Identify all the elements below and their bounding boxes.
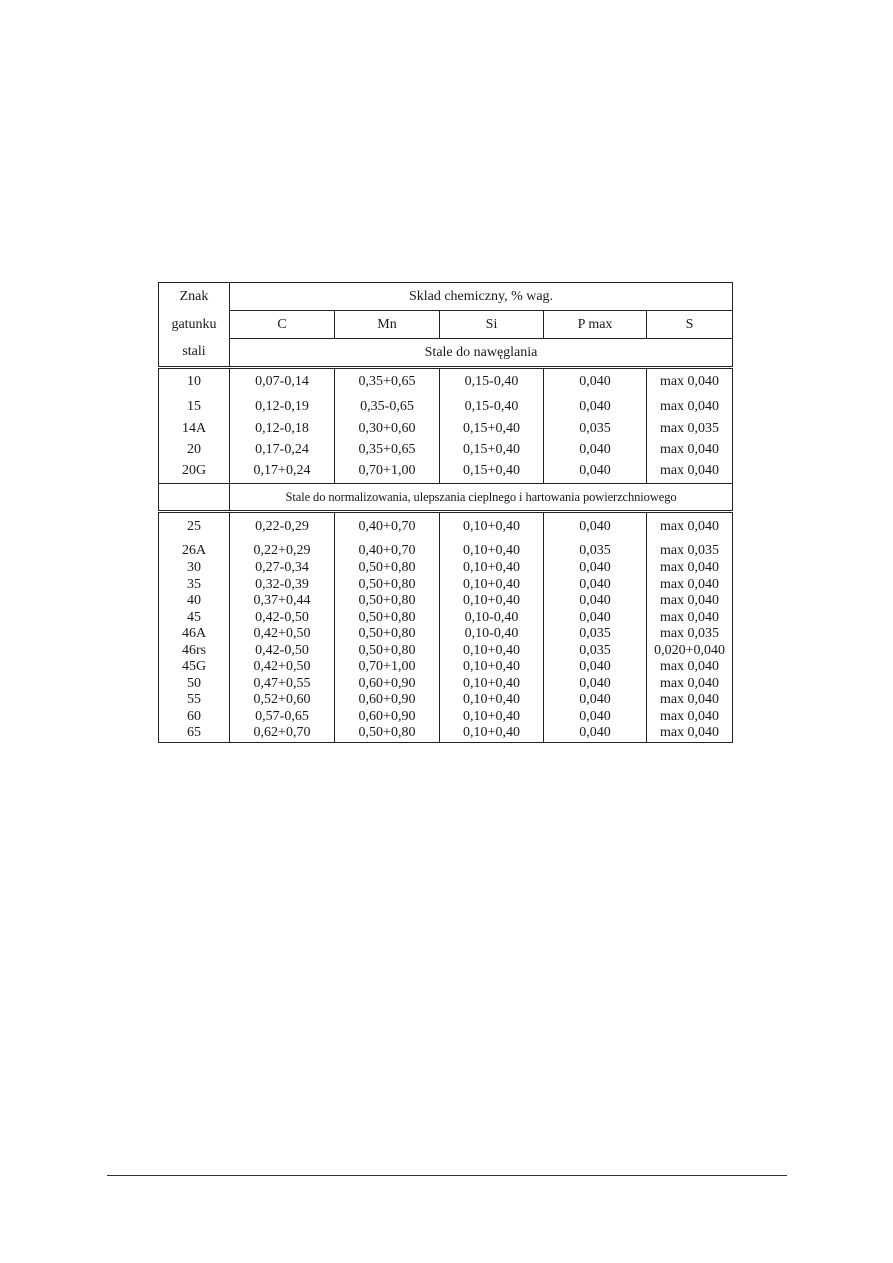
silicon-cell: 0,15-0,40 <box>440 395 544 418</box>
table-row <box>159 541 733 560</box>
manganese-cell: 0,50+0,80 <box>335 626 440 643</box>
carbon-cell: 0,62+0,70 <box>230 725 335 742</box>
steel-composition-table <box>158 282 733 743</box>
carbon-cell: 0,52+0,60 <box>230 692 335 709</box>
manganese-cell: 0,50+0,80 <box>335 725 440 742</box>
sulfur-cell: max 0,040 <box>647 692 733 709</box>
silicon-cell: 0,10+0,40 <box>440 692 544 709</box>
header-row-1 <box>159 283 733 311</box>
grade-cell: 26A <box>159 541 230 560</box>
carbon-cell: 0,17-0,24 <box>230 440 335 459</box>
section2-title-row <box>159 484 733 512</box>
section2-title: Stale do normalizowania, ulepszania cieplnego i hartowania powierzchniowego <box>230 484 733 512</box>
phosphorus-cell: 0,040 <box>544 709 647 726</box>
column-header-p: P max <box>544 311 647 339</box>
silicon-cell: 0,10+0,40 <box>440 560 544 577</box>
header-row-3 <box>159 339 733 368</box>
phosphorus-cell: 0,040 <box>544 676 647 693</box>
table-row <box>159 610 733 627</box>
silicon-cell: 0,15+0,40 <box>440 440 544 459</box>
grade-cell: 10 <box>159 368 230 396</box>
sulfur-cell: max 0,040 <box>647 560 733 577</box>
grade-header-line1: Znak <box>159 283 230 311</box>
silicon-cell: 0,10+0,40 <box>440 676 544 693</box>
grade-cell: 14A <box>159 418 230 440</box>
phosphorus-cell: 0,040 <box>544 692 647 709</box>
table-row <box>159 440 733 459</box>
manganese-cell: 0,35-0,65 <box>335 395 440 418</box>
table-row <box>159 626 733 643</box>
table-row <box>159 512 733 542</box>
grade-cell: 20G <box>159 459 230 484</box>
table-row <box>159 560 733 577</box>
table-row <box>159 395 733 418</box>
sulfur-cell: max 0,040 <box>647 512 733 542</box>
manganese-cell: 0,50+0,80 <box>335 643 440 660</box>
phosphorus-cell: 0,040 <box>544 459 647 484</box>
silicon-cell: 0,10+0,40 <box>440 541 544 560</box>
grade-cell: 55 <box>159 692 230 709</box>
silicon-cell: 0,10+0,40 <box>440 725 544 742</box>
grade-cell: 46A <box>159 626 230 643</box>
sulfur-cell: max 0,040 <box>647 676 733 693</box>
section2-title-blank <box>159 484 230 512</box>
grade-cell: 35 <box>159 577 230 594</box>
phosphorus-cell: 0,035 <box>544 626 647 643</box>
composition-header: Sklad chemiczny, % wag. <box>230 283 733 311</box>
grade-cell: 46rs <box>159 643 230 660</box>
table-row <box>159 643 733 660</box>
carbon-cell: 0,47+0,55 <box>230 676 335 693</box>
grade-cell: 45 <box>159 610 230 627</box>
manganese-cell: 0,50+0,80 <box>335 593 440 610</box>
carbon-cell: 0,22-0,29 <box>230 512 335 542</box>
carbon-cell: 0,57-0,65 <box>230 709 335 726</box>
silicon-cell: 0,10+0,40 <box>440 659 544 676</box>
phosphorus-cell: 0,040 <box>544 560 647 577</box>
carbon-cell: 0,37+0,44 <box>230 593 335 610</box>
section2-body <box>159 512 733 743</box>
table-row <box>159 692 733 709</box>
silicon-cell: 0,10-0,40 <box>440 626 544 643</box>
table-row <box>159 709 733 726</box>
column-header-si: Si <box>440 311 544 339</box>
grade-cell: 60 <box>159 709 230 726</box>
phosphorus-cell: 0,040 <box>544 577 647 594</box>
phosphorus-cell: 0,040 <box>544 659 647 676</box>
manganese-cell: 0,40+0,70 <box>335 541 440 560</box>
carbon-cell: 0,27-0,34 <box>230 560 335 577</box>
grade-cell: 25 <box>159 512 230 542</box>
phosphorus-cell: 0,040 <box>544 593 647 610</box>
column-header-c: C <box>230 311 335 339</box>
sulfur-cell: max 0,040 <box>647 368 733 396</box>
phosphorus-cell: 0,035 <box>544 418 647 440</box>
silicon-cell: 0,10+0,40 <box>440 643 544 660</box>
carbon-cell: 0,32-0,39 <box>230 577 335 594</box>
sulfur-cell: max 0,040 <box>647 659 733 676</box>
table-row <box>159 577 733 594</box>
silicon-cell: 0,15-0,40 <box>440 368 544 396</box>
sulfur-cell: 0,020+0,040 <box>647 643 733 660</box>
grade-cell: 45G <box>159 659 230 676</box>
manganese-cell: 0,50+0,80 <box>335 560 440 577</box>
silicon-cell: 0,10+0,40 <box>440 709 544 726</box>
table-row <box>159 659 733 676</box>
phosphorus-cell: 0,040 <box>544 610 647 627</box>
sulfur-cell: max 0,035 <box>647 418 733 440</box>
carbon-cell: 0,42-0,50 <box>230 643 335 660</box>
header-row-2 <box>159 311 733 339</box>
manganese-cell: 0,40+0,70 <box>335 512 440 542</box>
carbon-cell: 0,07-0,14 <box>230 368 335 396</box>
carbon-cell: 0,42-0,50 <box>230 610 335 627</box>
carbon-cell: 0,42+0,50 <box>230 659 335 676</box>
table-row <box>159 459 733 484</box>
grade-header-line2: gatunku <box>159 311 230 339</box>
carbon-cell: 0,17+0,24 <box>230 459 335 484</box>
manganese-cell: 0,35+0,65 <box>335 440 440 459</box>
manganese-cell: 0,30+0,60 <box>335 418 440 440</box>
phosphorus-cell: 0,040 <box>544 368 647 396</box>
table-row <box>159 368 733 396</box>
manganese-cell: 0,35+0,65 <box>335 368 440 396</box>
grade-cell: 30 <box>159 560 230 577</box>
column-header-mn: Mn <box>335 311 440 339</box>
silicon-cell: 0,10+0,40 <box>440 512 544 542</box>
carbon-cell: 0,22+0,29 <box>230 541 335 560</box>
grade-cell: 20 <box>159 440 230 459</box>
sulfur-cell: max 0,040 <box>647 709 733 726</box>
carbon-cell: 0,42+0,50 <box>230 626 335 643</box>
footer-rule <box>107 1175 787 1176</box>
sulfur-cell: max 0,040 <box>647 725 733 742</box>
silicon-cell: 0,10+0,40 <box>440 593 544 610</box>
grade-cell: 50 <box>159 676 230 693</box>
phosphorus-cell: 0,035 <box>544 643 647 660</box>
carbon-cell: 0,12-0,18 <box>230 418 335 440</box>
sulfur-cell: max 0,040 <box>647 577 733 594</box>
manganese-cell: 0,50+0,80 <box>335 610 440 627</box>
carbon-cell: 0,12-0,19 <box>230 395 335 418</box>
sulfur-cell: max 0,040 <box>647 610 733 627</box>
column-header-s: S <box>647 311 733 339</box>
silicon-cell: 0,10-0,40 <box>440 610 544 627</box>
phosphorus-cell: 0,040 <box>544 725 647 742</box>
manganese-cell: 0,60+0,90 <box>335 709 440 726</box>
manganese-cell: 0,70+1,00 <box>335 459 440 484</box>
grade-cell: 65 <box>159 725 230 742</box>
grade-cell: 40 <box>159 593 230 610</box>
manganese-cell: 0,50+0,80 <box>335 577 440 594</box>
phosphorus-cell: 0,040 <box>544 395 647 418</box>
phosphorus-cell: 0,035 <box>544 541 647 560</box>
section1-body <box>159 368 733 484</box>
sulfur-cell: max 0,040 <box>647 459 733 484</box>
sulfur-cell: max 0,040 <box>647 440 733 459</box>
table-row <box>159 725 733 742</box>
manganese-cell: 0,60+0,90 <box>335 676 440 693</box>
phosphorus-cell: 0,040 <box>544 512 647 542</box>
phosphorus-cell: 0,040 <box>544 440 647 459</box>
table-row <box>159 593 733 610</box>
table-row <box>159 418 733 440</box>
silicon-cell: 0,15+0,40 <box>440 418 544 440</box>
section1-title: Stale do nawęglania <box>230 339 733 368</box>
silicon-cell: 0,15+0,40 <box>440 459 544 484</box>
grade-cell: 15 <box>159 395 230 418</box>
manganese-cell: 0,60+0,90 <box>335 692 440 709</box>
sulfur-cell: max 0,035 <box>647 626 733 643</box>
sulfur-cell: max 0,040 <box>647 395 733 418</box>
manganese-cell: 0,70+1,00 <box>335 659 440 676</box>
sulfur-cell: max 0,035 <box>647 541 733 560</box>
sulfur-cell: max 0,040 <box>647 593 733 610</box>
silicon-cell: 0,10+0,40 <box>440 577 544 594</box>
grade-header-line3: stali <box>159 339 230 368</box>
table-row <box>159 676 733 693</box>
